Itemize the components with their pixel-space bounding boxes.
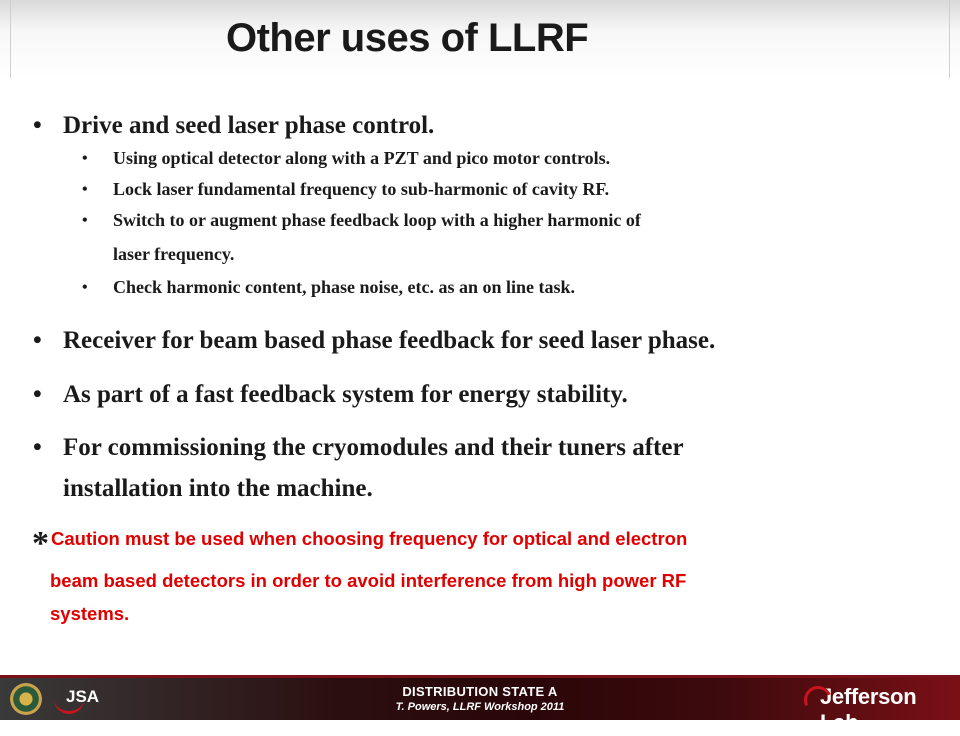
sub-bullet-item	[82, 176, 610, 203]
caution-line: Caution must be used when choosing frequency for optical and electron	[51, 528, 688, 549]
sub-bullet-text: laser frequency.	[113, 244, 235, 264]
bullet-icon: •	[82, 279, 88, 296]
distribution-statement: DISTRIBUTION STATE A	[402, 684, 558, 699]
asterisk-icon: *	[32, 525, 49, 562]
sub-bullet-text: Lock laser fundamental frequency to sub-harmonic of cavity RF.	[113, 179, 610, 199]
sub-bullet-item	[82, 274, 576, 301]
bullet-continuation	[63, 471, 373, 506]
bullet-text: installation into the machine.	[63, 475, 373, 502]
bullet-item	[33, 108, 435, 143]
bullet-item	[33, 377, 628, 412]
bullet-icon: •	[33, 381, 42, 408]
bullet-icon: •	[82, 212, 88, 229]
bullet-icon: •	[33, 327, 42, 354]
bullet-text: Receiver for beam based phase feedback for seed laser phase.	[63, 327, 716, 354]
sub-bullet-item	[82, 145, 611, 172]
sub-bullet-text: Check harmonic content, phase noise, etc. as an on line task.	[113, 277, 576, 297]
bullet-icon: •	[33, 112, 42, 139]
bullet-icon: •	[82, 181, 88, 198]
bullet-icon: •	[82, 150, 88, 167]
bullet-text: Drive and seed laser phase control.	[63, 112, 435, 139]
bullet-item	[33, 430, 684, 465]
sub-bullet-item	[82, 207, 641, 234]
sub-bullet-continuation	[113, 241, 234, 268]
caution-line: systems.	[50, 603, 130, 624]
sub-bullet-text: Using optical detector along with a PZT and pico motor controls.	[113, 148, 611, 168]
footer-credit: T. Powers, LLRF Workshop 2011	[395, 701, 565, 713]
bullet-item	[33, 323, 716, 358]
jefferson-lab-logo-text: Jefferson Lab	[820, 684, 917, 735]
sub-bullet-text: Switch to or augment phase feedback loop with a higher harmonic of	[113, 210, 641, 230]
caution-line: beam based detectors in order to avoid interference from high power RF	[50, 570, 687, 591]
bullet-icon: •	[33, 434, 42, 461]
jsa-logo-text: JSA	[66, 687, 100, 706]
bullet-text: For commissioning the cryomodules and their tuners after	[63, 434, 684, 461]
slide-title: Other uses of LLRF	[226, 16, 589, 60]
jefferson-lab-logo	[820, 684, 960, 736]
bullet-text: As part of a fast feedback system for energy stability.	[63, 381, 628, 408]
